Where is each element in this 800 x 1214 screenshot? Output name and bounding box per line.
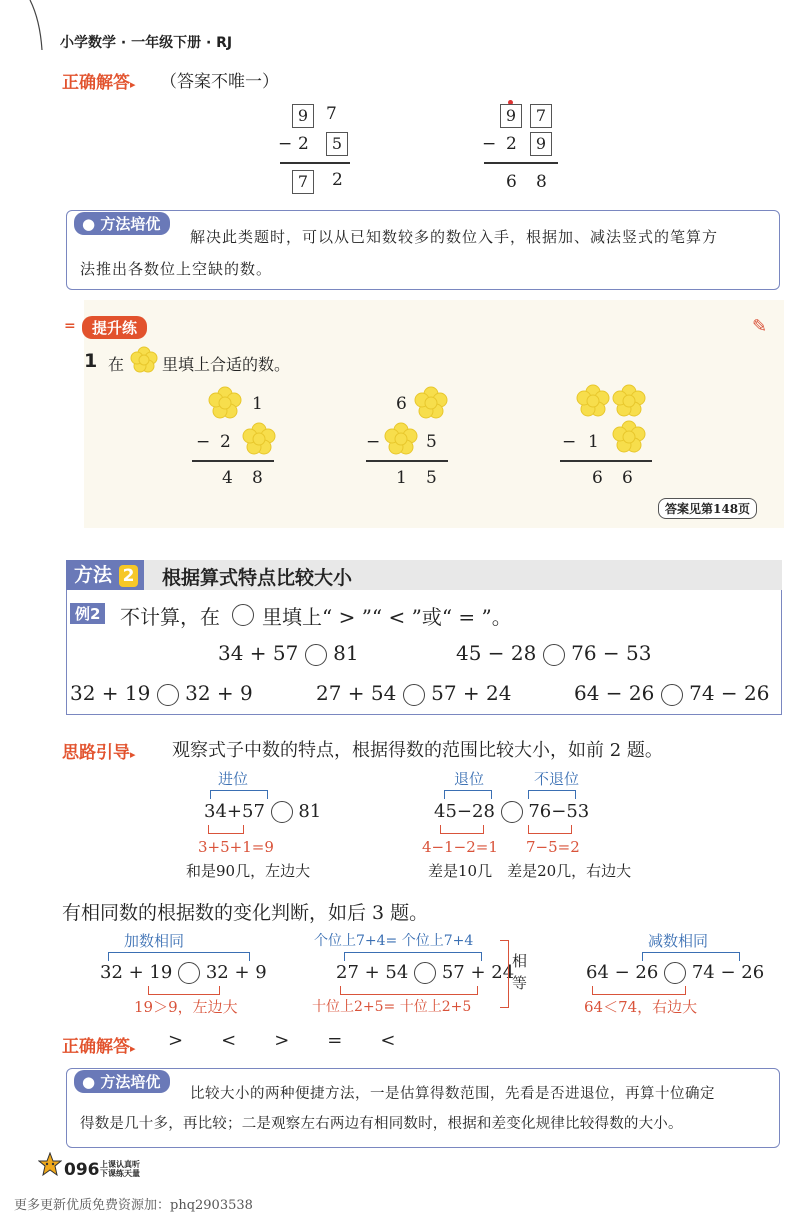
guide-expression: 64 − 26 74 − 26 [586, 962, 765, 983]
question-text: 里填上合适的数。 [162, 355, 291, 374]
method2-label: 方法 2 [66, 560, 144, 590]
guide-annotation: 进位 [218, 770, 249, 788]
compare-item: 32 + 19 32 + 9 [70, 681, 253, 705]
guide-expression: 34+57 81 [204, 801, 322, 822]
practice-calc-3: − 1 6 6 [560, 386, 660, 486]
guide-text: 观察式子中数的特点，根据得数的范围比较大小，如前 2 题。 [172, 740, 663, 761]
guide-expression: 45−28 76−53 [434, 801, 590, 822]
practice-tag-mark: = [64, 318, 76, 334]
compare-item: 27 + 54 57 + 24 [316, 681, 512, 705]
flower-icon [208, 386, 242, 420]
method-tip-line: 解决此类题时，可以从已知数较多的数位入手，根据加、减法竖式的笔算方 [190, 228, 719, 246]
guide-calc: 7−5=2 [526, 838, 580, 856]
method-tip-tag: ● 方法培优 [74, 212, 170, 235]
flower-icon [612, 420, 646, 454]
equal-side-label: 相 等 [512, 952, 528, 992]
pencil-icon: ✎ [752, 316, 768, 337]
page-number: 096 [64, 1160, 100, 1180]
flower-icon [130, 346, 158, 374]
compare-item: 34 + 57 81 [218, 641, 359, 665]
compare-item: 64 − 26 74 − 26 [574, 681, 770, 705]
method-tip-box [66, 1068, 780, 1148]
example-text: 不计算，在 [120, 605, 220, 629]
header-title: 小学数学 · 一年级下册 · RJ [60, 35, 233, 51]
guide-expression: 32 + 19 32 + 9 [100, 962, 267, 983]
guide-expression: 27 + 54 57 + 24 [336, 962, 515, 983]
flower-icon [414, 386, 448, 420]
example-text: 里填上“ > ”“ < ”或“ = ”。 [262, 605, 512, 629]
guide-note: 十位上2+5= 十位上2+5 [312, 999, 472, 1015]
answer-label: 正确解答▸ [62, 1037, 136, 1057]
flower-icon [612, 384, 646, 418]
guide-annotation: 减数相同 [648, 932, 709, 950]
method-tip-tag: ● 方法培优 [74, 1070, 170, 1093]
guide-label: 思路引导▸ [62, 743, 136, 763]
method-tip-line: 法推出各数位上空缺的数。 [80, 260, 273, 278]
corner-curve [0, 0, 60, 60]
guide-annotation: 加数相同 [124, 932, 185, 950]
answer-list: > < > = < [168, 1030, 396, 1051]
practice-calc-2: 6 − 5 1 5 [366, 386, 466, 486]
star-mascot-icon [38, 1152, 62, 1178]
guide-note: 64＜74，右边大 [584, 998, 698, 1016]
guide-annotation: 退位 [454, 770, 485, 788]
answer-reference: 答案见第148页 [658, 498, 757, 519]
guide-note: 和是90几，左边大 [186, 862, 311, 880]
method2-title: 根据算式特点比较大小 [162, 567, 353, 589]
answer-note: （答案不唯一） [160, 72, 279, 92]
guide-annotation: 个位上7+4= 个位上7+4 [314, 933, 474, 949]
practice-tag: 提升练 [82, 316, 147, 339]
flower-icon [384, 422, 418, 456]
equal-bracket [500, 940, 509, 1008]
guide-note: 差是10几 差是20几，右边大 [428, 862, 632, 880]
question-number: 1 [84, 350, 98, 372]
answer-label: 正确解答▸ [62, 73, 136, 93]
question-text: 在 [108, 355, 125, 374]
example-tag: 例2 [70, 603, 105, 624]
method-tip-line: 比较大小的两种便捷方法，一是估算得数范围，先看是否进退位，再算十位确定 [190, 1086, 715, 1102]
vertical-calc-left: 9 7 − 2 5 7 2 [278, 102, 358, 202]
answer-circle [232, 604, 254, 626]
practice-calc-1: 1 − 2 4 8 [190, 386, 290, 486]
guide-calc: 4−1−2=1 [422, 838, 498, 856]
footer-slogan: 上课认真听 下课练天量 [100, 1160, 140, 1178]
flower-icon [576, 384, 610, 418]
method-tip-line: 得数是几十多，再比较；二是观察左右两边有相同数时，根据和差变化规律比较得数的大小。 [80, 1116, 683, 1132]
guide-text: 有相同数的根据数的变化判断，如后 3 题。 [62, 902, 429, 924]
compare-item: 45 − 28 76 − 53 [456, 641, 652, 665]
vertical-calc-right: 9 7 − 2 9 6 8 [482, 102, 562, 202]
guide-annotation: 不退位 [534, 770, 580, 788]
watermark: 更多更新优质免费资源加：phq2903538 [14, 1198, 253, 1213]
guide-note: 19＞9，左边大 [134, 998, 238, 1016]
guide-calc: 3+5+1=9 [198, 838, 274, 856]
flower-icon [242, 422, 276, 456]
